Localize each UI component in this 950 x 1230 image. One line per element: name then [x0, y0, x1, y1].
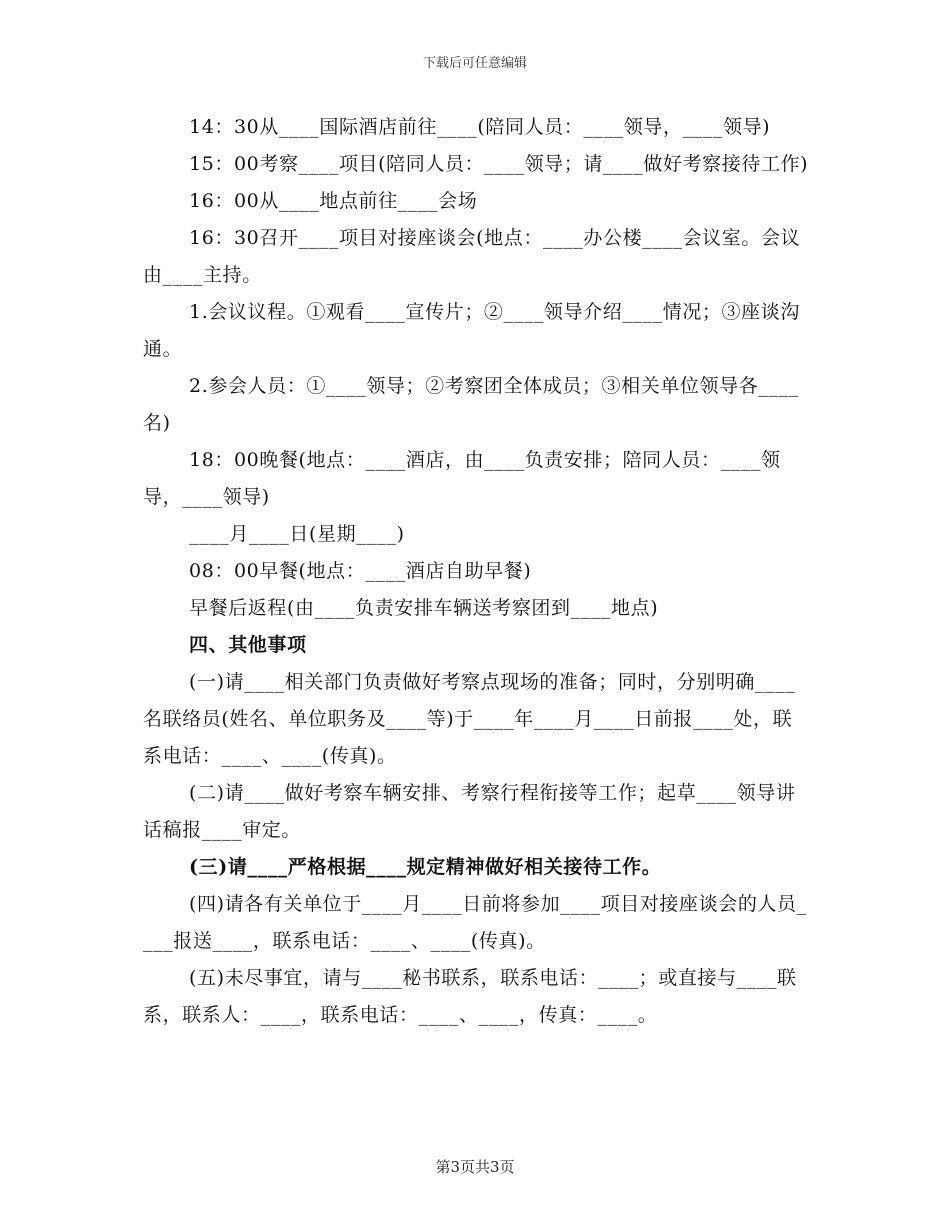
paragraph-9: 08：00早餐(地点：____酒店自助早餐): [189, 560, 532, 582]
paragraph-4: 16：30召开____项目对接座谈会(地点：____办公楼____会议室。会议由____主持。: [143, 227, 801, 286]
paragraph-12: (一)请____相关部门负责做好考察点现场的准备；同时，分别明确____名联络员(姓名、单位职务及____等)于____年____月____日前报____处，联系电话：____、____(传真)。: [143, 671, 796, 767]
paragraph-5: 1.会议议程。①观看____宣传片；②____领导介绍____情况；③座谈沟通。: [143, 301, 800, 360]
paragraph-1: 14：30从____国际酒店前往____(陪同人员：____领导，____领导): [189, 116, 771, 138]
paragraph-8: ____月____日(星期____): [189, 523, 405, 545]
paragraph-6: 2.参会人员：①____领导；②考察团全体成员；③相关单位领导各____名): [143, 375, 799, 434]
paragraph-16: (五)未尽事宜，请与____秘书联系，联系电话：____；或直接与____联系，联系人：____，联系电话：____、____，传真：____。: [143, 967, 797, 1026]
paragraph-10: 早餐后返程(由____负责安排车辆送考察团到____地点): [189, 597, 659, 619]
paragraph-7: 18：00晚餐(地点：____酒店，由____负责安排；陪同人员：____领导，____领导): [143, 449, 781, 508]
paragraph-13: (二)请____做好考察车辆安排、考察行程衔接等工作；起草____领导讲话稿报____审定。: [143, 782, 796, 841]
document-body: [143, 109, 811, 1034]
page-header: 下载后可任意编辑: [422, 56, 527, 71]
paragraph-14-bold: (三)请____严格根据____规定精神做好相关接待工作。: [189, 856, 662, 878]
paragraph-15: (四)请各有关单位于____月____日前将参加____项目对接座谈会的人员____报送____，联系电话：____、____(传真)。: [143, 893, 807, 952]
paragraph-2: 15：00考察____项目(陪同人员：____领导；请____做好考察接待工作): [189, 153, 809, 175]
paragraph-3: 16：00从____地点前往____会场: [189, 190, 478, 212]
section-heading: 四、其他事项: [189, 634, 307, 656]
page-footer: 第3页共3页: [435, 1158, 515, 1176]
